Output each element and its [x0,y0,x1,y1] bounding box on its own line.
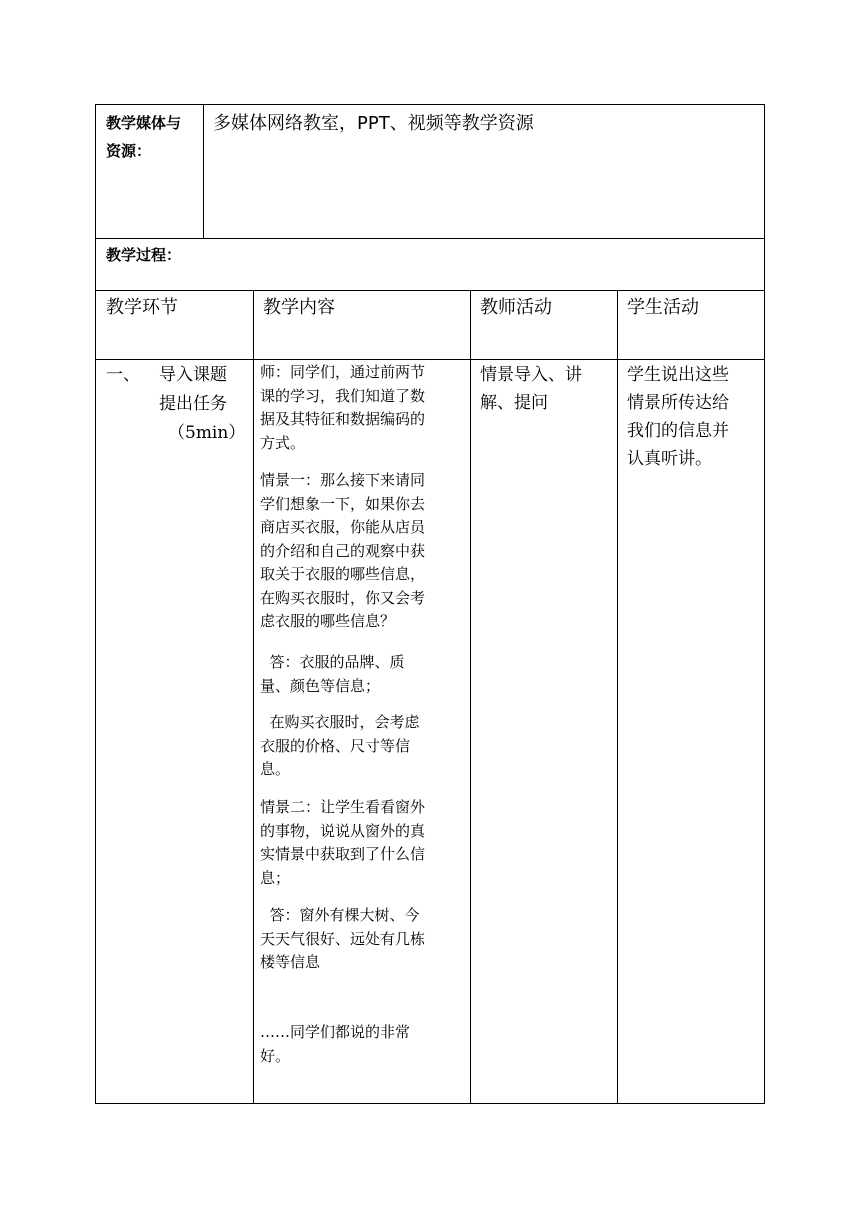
column-divider [470,290,471,1103]
content-paragraph [260,1021,468,1068]
content-line: 楼等信息 [260,953,321,971]
stage-title-line: 导入课题 [159,365,227,385]
content-line: 的事物，说说从窗外的真 [260,821,426,840]
header-student-activity: 学生活动 [627,297,699,318]
student-activity-line: 认真听讲。 [627,449,712,469]
teacher-activity-line: 情景导入、讲 [480,365,582,385]
content-line: 量、颜色等信息； [260,676,381,695]
content-paragraph [260,361,468,455]
media-value: 多媒体网络教室，PPT、视频等教学资源 [213,113,534,134]
content-line: 情景一：那么接下来请同 [260,471,426,489]
process-label: 教学过程： [106,246,182,264]
content-line: ……同学们都说的非常 [260,1023,411,1041]
content-line: 息。 [260,760,291,778]
column-divider [253,290,254,1103]
content-paragraph [260,796,468,890]
content-line: 学们想象一下，如果你去 [260,494,426,513]
stage-cell [106,361,251,451]
content-line: 答：窗外有棵大树、今 [260,906,420,924]
content-line: 课的学习，我们知道了数 [260,386,426,405]
teacher-activity-line: 解、提问 [480,393,548,413]
content-line: 虑衣服的哪些信息？ [260,612,396,630]
stage-title-line: 提出任务 [159,394,227,414]
content-line: 在购买衣服时，你又会考 [260,588,426,607]
row-divider [96,290,764,291]
header-stage: 教学环节 [106,297,178,318]
content-line: 据及其特征和数据编码的 [260,410,426,428]
student-activity-line: 情景所传达给 [627,393,729,413]
column-divider [617,290,618,1103]
content-paragraph [260,711,468,782]
content-line: 答：衣服的品牌、质 [260,653,405,671]
stage-duration: （5min） [168,423,246,443]
content-line: 的介绍和自己的观察中获 [260,541,426,560]
content-line: 天天气很好、远处有几栋 [260,929,426,948]
content-line: 息； [260,868,291,887]
media-label-line: 资源： [106,142,152,160]
row-divider [96,359,764,360]
stage-number: 一、 [106,365,140,385]
student-activity-line: 学生说出这些 [627,365,729,385]
media-label [106,109,201,165]
content-line: 商店买衣服，你能从店员 [260,518,426,536]
header-teacher-activity: 教师活动 [480,297,552,318]
content-line: 好。 [260,1046,291,1065]
header-content: 教学内容 [263,297,335,318]
content-line: 实情景中获取到了什么信 [260,845,426,863]
student-activity-line: 我们的信息并 [627,421,729,441]
content-line: 在购买衣服时，会考虑 [260,713,420,731]
media-label-line: 教学媒体与 [106,114,182,132]
content-line: 情景二：让学生看看窗外 [260,798,426,816]
row-divider [96,238,764,239]
lesson-plan-table [95,104,765,1104]
content-line: 取关于衣服的哪些信息， [260,565,426,583]
content-line: 衣服的价格、尺寸等信 [260,736,411,755]
content-paragraph [260,904,468,975]
column-divider [203,105,204,238]
content-paragraph [260,469,468,634]
student-activity-cell [627,361,762,473]
teacher-activity-cell [480,361,615,417]
content-line: 方式。 [260,433,306,452]
content-line: 师：同学们，通过前两节 [260,363,426,381]
content-paragraph [260,651,468,698]
